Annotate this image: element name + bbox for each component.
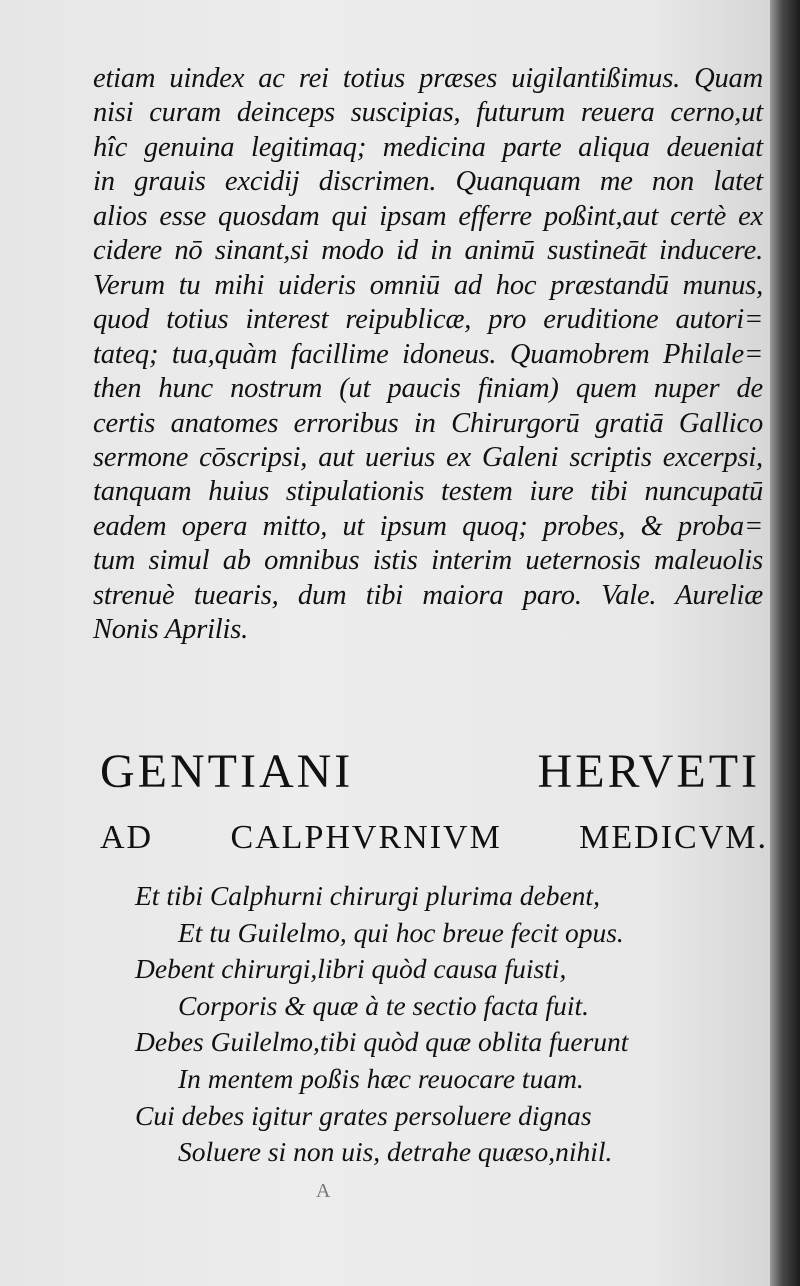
prose-line: tateq; tua,quàm facillime idoneus. Quamobrem Philale= <box>93 338 763 370</box>
verse-line: Cui debes igitur grates persoluere dignas <box>135 1099 592 1131</box>
prose-line: cidere nō sinant,si modo id in animū sustineāt inducere. <box>93 235 763 267</box>
prose-line: Verum tu mihi uideris omniū ad hoc præstandū munus, <box>93 269 763 301</box>
verse-line: Debent chirurgi,libri quòd causa fuisti, <box>135 953 567 985</box>
prose-line: etiam uindex ac rei totius præses uigilantißimus. Quam <box>93 63 763 94</box>
verse-line: Corporis & quæ à te sectio facta fuit. <box>178 989 589 1021</box>
poem-title-dedication: AD CALPHVRNIVM MEDICVM. <box>100 819 768 856</box>
prose-line: alios esse quosdam qui ipsam efferre poßint,aut certè ex <box>93 200 763 232</box>
page-edge-shadow <box>770 0 800 1286</box>
prose-line: certis anatomes erroribus in Chirurgorū gratiā Gallico <box>93 407 763 439</box>
prose-line: quod totius interest reipublicæ, pro eruditione autori= <box>93 304 763 336</box>
verse-line: Debes Guilelmo,tibi quòd quæ oblita fuerunt <box>135 1026 629 1058</box>
prose-line: tanquam huius stipulationis testem iure tibi nuncupatū <box>93 476 763 508</box>
prose-line: nisi curam deinceps suscipias, futurum reuera cerno,ut <box>93 97 763 129</box>
prose-line: tum simul ab omnibus istis interim ueternosis maleuolis <box>93 545 763 577</box>
verse-line: Et tibi Calphurni chirurgi plurima debent, <box>135 880 600 911</box>
prose-line: then hunc nostrum (ut paucis finiam) quem nuper de <box>93 373 763 405</box>
signature-mark: A <box>316 1180 341 1202</box>
prose-line: in grauis excidij discrimen. Quanquam me non latet <box>93 166 763 198</box>
prose-line: hîc genuina legitimaq; medicina parte aliqua deueniat <box>93 131 763 163</box>
letter-body <box>93 62 763 648</box>
prose-line: sermone cōscripsi, aut uerius ex Galeni scriptis excerpsi, <box>93 441 763 473</box>
prose-line-closing: Nonis Aprilis. <box>93 614 249 646</box>
poem-verse <box>135 878 770 1171</box>
verse-line: Et tu Guilelmo, qui hoc breue fecit opus. <box>178 916 624 948</box>
poem-title-author: GENTIANI HERVETI <box>100 745 760 798</box>
verse-line: In mentem poßis hæc reuocare tuam. <box>178 1062 584 1094</box>
verse-line: Soluere si non uis, detrahe quæso,nihil. <box>178 1136 613 1168</box>
prose-line: strenuè tuearis, dum tibi maiora paro. Vale. Aureliæ <box>93 579 763 611</box>
prose-line: eadem opera mitto, ut ipsum quoq; probes, & proba= <box>93 510 763 542</box>
